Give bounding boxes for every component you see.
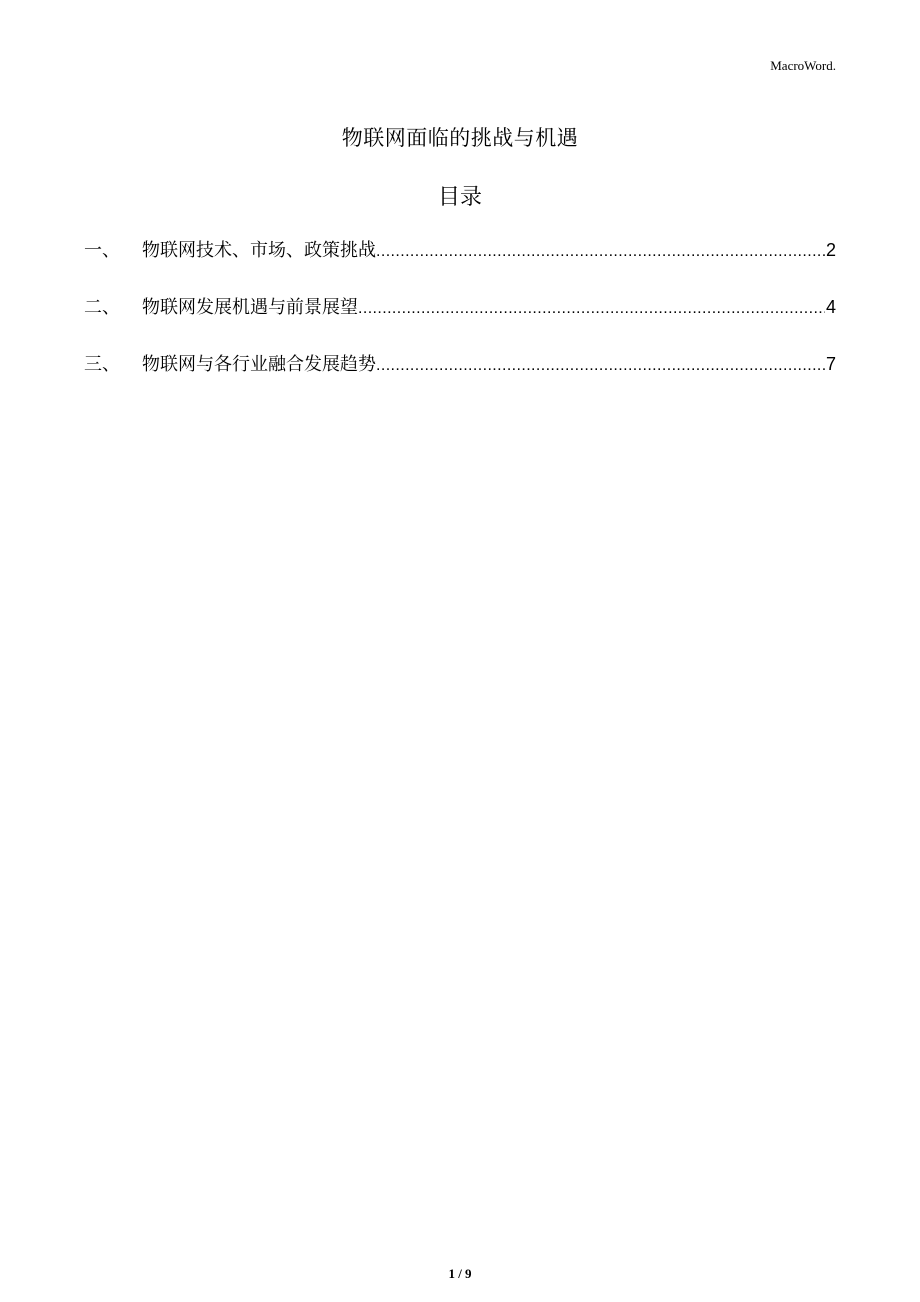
toc-entry-1[interactable] <box>84 236 836 266</box>
toc-entry-page: 7 <box>825 354 836 374</box>
toc-entry-3[interactable] <box>84 350 836 380</box>
toc-dot-leader <box>358 300 825 318</box>
toc-entry-number: 二、 <box>84 297 120 318</box>
toc-entry-number: 三、 <box>84 354 120 375</box>
toc-dot-leader <box>376 243 825 261</box>
toc-entry-page: 4 <box>825 297 836 317</box>
toc-dot-leader <box>376 357 825 375</box>
table-of-contents <box>84 236 836 407</box>
toc-entry-number: 一、 <box>84 240 120 261</box>
toc-entry-text: 物联网技术、市场、政策挑战 <box>142 240 376 261</box>
toc-entry-text: 物联网发展机遇与前景展望 <box>142 297 358 318</box>
page-indicator: 1 / 9 <box>448 1266 472 1281</box>
toc-entry-2[interactable] <box>84 293 836 323</box>
toc-heading: 目录 <box>437 185 482 210</box>
document-title: 物联网面临的挑战与机遇 <box>341 126 579 150</box>
toc-entry-page: 2 <box>825 240 836 260</box>
toc-entry-text: 物联网与各行业融合发展趋势 <box>142 354 376 375</box>
header-brand: MacroWord. <box>770 58 836 73</box>
